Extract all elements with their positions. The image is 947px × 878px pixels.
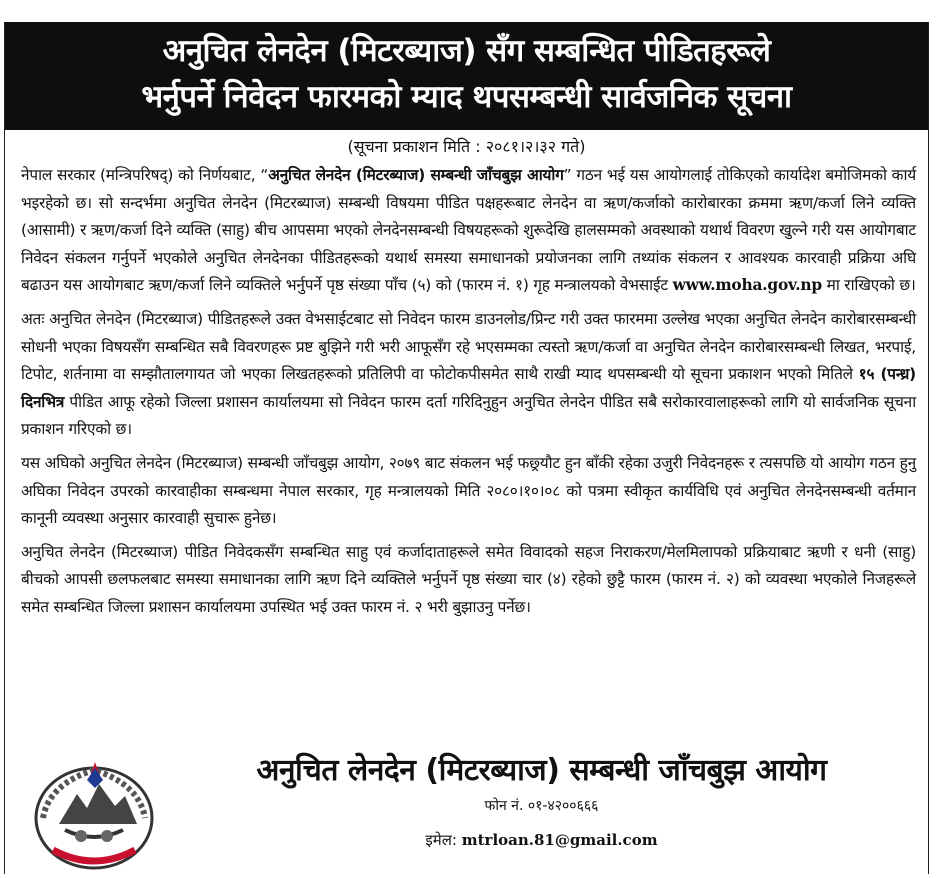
paragraph-1-start: नेपाल सरकार (मन्त्रिपरिषद्) को निर्णयबाट, “: [21, 166, 269, 184]
notice-title-line-2: भर्नुपर्ने निवेदन फारमको म्याद थपसम्बन्धी सार्वजनिक सूचना: [141, 79, 792, 115]
email-label: इमेल:: [425, 831, 462, 849]
paragraph-1: [5, 162, 928, 300]
paragraph-4: अनुचित लेनदेन (मिटरब्याज) पीडित निवेदकसँग सम्बन्धित साहु एवं कर्जादाताहरूले समेत विवादको सहज निराकरण/मेलमिलापको प्रक्रियाबाट ऋणी र धनी (साहु) बीचको आपसी छलफलबाट समस्या समाधानका लागि ऋण दिने व्यक्तिले भर्नुपर्ने पृष्ठ संख्या चार (४) रहेको छुट्टै फारम (फारम नं. २) को व्यवस्था भएकोले निजहरूले समेत सम्बन्धित जिल्ला प्रशासन कार्यालयमा उपस्थित भई उक्त फारम नं. २ भरी बुझाउनु पर्नेछ।: [21, 542, 916, 616]
paragraph-1-end: मा राखिएको छ।: [821, 276, 916, 295]
phone-number: [165, 796, 918, 815]
phone-label: फोन नं.: [484, 798, 528, 814]
public-notice: [4, 22, 929, 874]
commission-name-inline: अनुचित लेनदेन (मिटरब्याज) सम्बन्धी जाँचबुझ आयोग: [268, 166, 564, 184]
paragraph-2-end: पीडित आफू रहेको जिल्ला प्रशासन कार्यालयमा सो निवेदन फारम दर्ता गरिदिनुहुन अनुचित लेनदेन पीडित सबै सरोकारवालाहरूको लागि यो सार्वजनिक सूचना प्रकाशन गरिएको छ।: [21, 392, 916, 439]
paragraph-1-middle: ” गठन भई यस आयोगलाई तोकिएको कार्यादेश बमोजिमको कार्य भइरहेको छ। सो सन्दर्भमा अनुचित लेनदेन (मिटरब्याज) सम्बन्धी विषयमा पीडित पक्षहरूबाट लेनदेन वा ऋण/कर्जाको कारोबारका क्रममा ऋण/कर्जा लिने व्यक्ति (आसामी) र ऋण/कर्जा दिने व्यक्ति (साहु) बीच आपसमा भएको लेनदेनसम्बन्धी विषयहरूको शुरूदेखि हालसम्मको अवस्थाको यथार्थ विवरण खुल्ने गरी यस आयोगबाट निवेदन संकलन गर्नुपर्ने भएकोले अनुचित लेनदेनका पीडितहरूको यथार्थ समस्या समाधानको प्रयोजनका लागि तथ्यांक संकलन र आवश्यक कारवाही प्रक्रिया अघि बढाउन यस आयोगबाट ऋण/कर्जा लिने व्यक्तिले भर्नुपर्ने पृष्ठ संख्या पाँच (५) को (फारम नं. १) गृह मन्त्रालयको वेभसाईट: [21, 166, 916, 295]
phone-value: ०१-४२००६६६: [527, 798, 599, 814]
ministry-website-link[interactable]: www.moha.gov.np: [672, 276, 822, 295]
commission-name: अनुचित लेनदेन (मिटरब्याज) सम्बन्धी जाँचबुझ आयोग: [256, 753, 827, 788]
paragraph-2-start: अतः अनुचित लेनदेन (मिटरब्याज) पीडितहरूले उक्त वेभसाईटबाट सो निवेदन फारम डाउनलोड/प्रिन्ट गरी उक्त फारममा उल्लेख भएका अनुचित लेनदेन कारोबारसम्बन्धी सोधनी भएका विषयसँग सम्बन्धित सबै विवरणहरू प्रष्ट बुझिने गरी भरी आफूसँग रहे भएसम्मका त्यस्तो ऋण/कर्जा वा अनुचित लेनदेन कारोबारसम्बन्धी लिखत, भरपाई, टिपोट, शर्तनामा वा सम्झौतालगायत जो भएका लिखतहरूको प्रतिलिपी वा फोटोकपीसमेत साथै राखी म्याद थपसम्बन्धी यो सूचना प्रकाशन भएको मितिले: [21, 309, 916, 384]
notice-title-line-1: अनुचित लेनदेन (मिटरब्याज) सँग सम्बन्धित पीडितहरूले: [162, 33, 771, 69]
notice-footer: [5, 734, 928, 874]
email-address-link[interactable]: mtrloan.81@gmail.com: [461, 831, 658, 849]
email-contact: [165, 830, 918, 850]
publication-date: (सूचना प्रकाशन मिति : २०८१।२।३२ गते): [347, 137, 586, 156]
title-banner: [5, 22, 928, 130]
nepal-government-emblem-icon: [29, 754, 159, 874]
paragraph-2: [5, 306, 928, 444]
paragraph-3: यस अघिको अनुचित लेनदेन (मिटरब्याज) सम्बन्धी जाँचबुझ आयोग, २०७९ बाट संकलन भई फछ्र्यौट हुन बाँकी रहेका उजुरी निवेदनहरू र त्यसपछि यो आयोग गठन हुनु अघिका निवेदन उपरको कारवाहीका सम्बन्धमा नेपाल सरकार, गृह मन्त्रालयको मिति २०८०।१०।०८ को पत्रमा स्वीकृत कार्यविधि एवं अनुचित लेनदेनसम्बन्धी वर्तमान कानूनी व्यवस्था अनुसार कारवाही सुचारू हुनेछ।: [21, 453, 916, 528]
deadline-text: १५ (पन्ध्र) दिनभित्र: [21, 365, 916, 411]
